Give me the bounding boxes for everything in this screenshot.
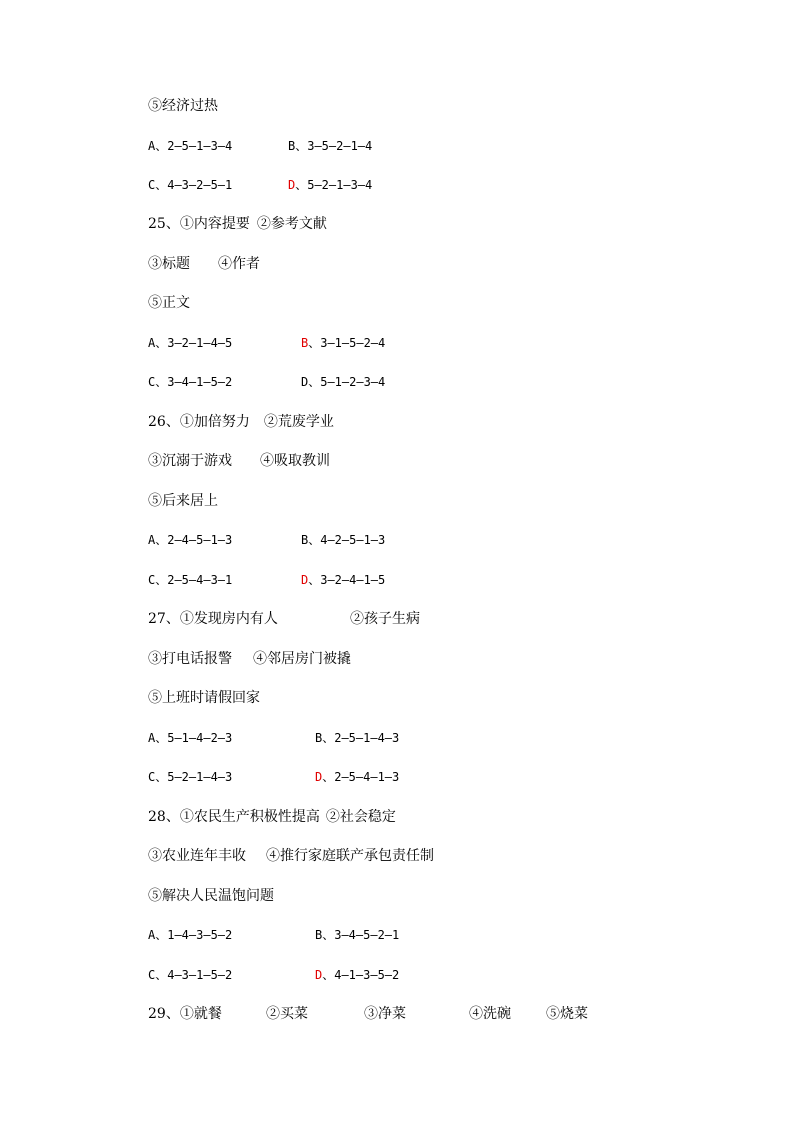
item-5: ⑤上班时请假回家 xyxy=(148,690,260,706)
option-c: C、4—3—2—5—1 xyxy=(148,178,233,192)
item-1: ①农民生产积极性提高 xyxy=(179,809,320,825)
option-b-text: 、3—1—5—2—4 xyxy=(308,336,386,350)
answer-letter: D xyxy=(301,573,309,587)
item-5: ⑤正文 xyxy=(148,295,190,311)
q24-item-5 xyxy=(148,96,218,116)
q28-stem xyxy=(148,807,396,827)
q28-item-5 xyxy=(148,886,274,906)
option-d-answer xyxy=(301,570,385,590)
option-a: A、2—5—1—3—4 xyxy=(148,139,233,153)
q27-first xyxy=(148,609,278,629)
option-b: B、3—4—5—2—1 xyxy=(315,928,400,942)
option-a: A、1—4—3—5—2 xyxy=(148,928,233,942)
item-text: ⑤经济过热 xyxy=(148,98,218,114)
option-a: A、2—4—5—1—3 xyxy=(148,533,233,547)
option-d-answer xyxy=(315,767,399,787)
item-4: ④推行家庭联产承包责任制 xyxy=(266,848,434,864)
q29-first xyxy=(148,1004,222,1024)
answer-letter: D xyxy=(315,968,323,982)
option-b-answer xyxy=(301,333,385,353)
question-number: 28、 xyxy=(148,809,180,825)
item-4: ④邻居房门被撬 xyxy=(253,651,351,667)
question-number: 26、 xyxy=(148,414,180,430)
answer-letter: B xyxy=(301,336,309,350)
option-a: A、5—1—4—2—3 xyxy=(148,731,233,745)
option-d-text: 、5—2—1—3—4 xyxy=(295,178,373,192)
q27-item-5 xyxy=(148,688,260,708)
option-b: B、3—5—2—1—4 xyxy=(288,139,373,153)
item-1: ①加倍努力 xyxy=(179,414,250,430)
item-1: ①就餐 xyxy=(179,1006,222,1022)
option-d-answer xyxy=(288,175,372,195)
question-number: 29、 xyxy=(148,1006,180,1022)
item-2: ②荒废学业 xyxy=(263,414,334,430)
option-b: B、4—2—5—1—3 xyxy=(301,533,386,547)
item-4: ④洗碗 xyxy=(469,1006,511,1022)
option-d-text: 、3—2—4—1—5 xyxy=(308,573,386,587)
item-3: ③沉溺于游戏 xyxy=(148,453,232,469)
item-2: ②买菜 xyxy=(266,1006,308,1022)
item-5: ⑤解决人民温饱问题 xyxy=(148,888,274,904)
option-a: A、3—2—1—4—5 xyxy=(148,336,233,350)
item-2: ②社会稳定 xyxy=(325,809,396,825)
item-5: ⑤烧菜 xyxy=(546,1006,588,1022)
q25-stem xyxy=(148,214,327,234)
question-number: 27、 xyxy=(148,611,180,627)
item-4: ④作者 xyxy=(218,256,260,272)
item-2: ②孩子生病 xyxy=(350,611,420,627)
item-3: ③标题 xyxy=(148,256,190,272)
option-d-text: 、2—5—4—1—3 xyxy=(322,770,400,784)
item-1: ①内容提要 xyxy=(179,216,250,232)
item-3: ③农业连年丰收 xyxy=(148,848,246,864)
q26-stem xyxy=(148,412,334,432)
option-b: B、2—5—1—4—3 xyxy=(315,731,400,745)
item-3: ③净菜 xyxy=(364,1006,406,1022)
option-c: C、2—5—4—3—1 xyxy=(148,573,233,587)
answer-letter: D xyxy=(315,770,323,784)
option-d-text: 、4—1—3—5—2 xyxy=(322,968,400,982)
q26-item-5 xyxy=(148,491,218,511)
option-d-answer xyxy=(315,965,399,985)
option-c: C、3—4—1—5—2 xyxy=(148,375,233,389)
option-c: C、5—2—1—4—3 xyxy=(148,770,233,784)
item-3: ③打电话报警 xyxy=(148,651,232,667)
option-d: D、5—1—2—3—4 xyxy=(301,375,386,389)
question-number: 25、 xyxy=(148,216,180,232)
item-2: ②参考文献 xyxy=(256,216,327,232)
item-5: ⑤后来居上 xyxy=(148,493,218,509)
item-4: ④吸取教训 xyxy=(260,453,330,469)
option-c: C、4—3—1—5—2 xyxy=(148,968,233,982)
item-1: ①发现房内有人 xyxy=(179,611,278,627)
answer-letter: D xyxy=(288,178,296,192)
q25-item-5 xyxy=(148,293,190,313)
